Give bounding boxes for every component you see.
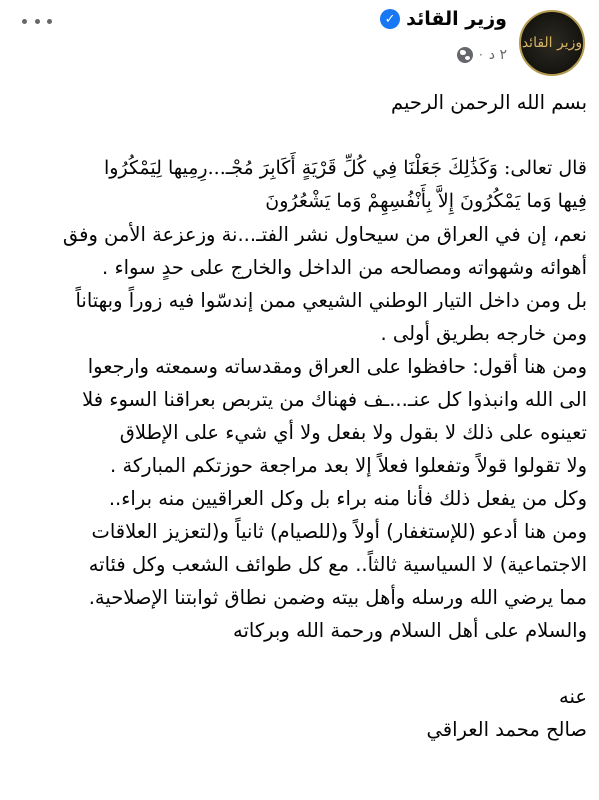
globe-icon [457,47,473,63]
post-line: بسم الله الرحمن الرحيم [391,91,587,114]
post-line: ومن هنا أقول: حافظوا على العراق ومقدساته وسمعته وارجعوا [87,355,587,378]
author-name[interactable]: وزير القائد [406,8,507,30]
post-line: ومن خارجه بطريق أولى . [380,322,587,345]
post-meta [457,47,507,63]
post-line: فِيها وَما يَمْكُرُونَ إِلاَّ بِأَنْفُسِهِمْ وَما يَشْعُرُونَ [265,190,587,212]
avatar-logo: وزير القائد [521,35,583,51]
more-options-icon[interactable] [22,12,52,30]
post-line: مما يرضي الله ورسله وأهل بيته وضمن نطاق ثوابتنا الإصلاحية. [88,586,587,609]
post-line: ومن هنا أدعو (للإستغفار) أولاً و(للصيام) ثانياً و(لتعزيز العلاقات [91,520,587,543]
avatar[interactable] [519,10,585,76]
meta-separator: · [478,48,483,62]
post-line: أهوائه وشهواته ومصالحه من الداخل والخارج على حدٍ سواء . [102,256,587,279]
signature-line: عنه [559,685,587,708]
verified-badge-icon: ✓ [380,9,400,29]
post-line: الاجتماعية) لا السياسية ثالثاً.. مع كل طوائف الشعب وكل فئاته [88,553,587,576]
post-line: ولا تقولوا قولاً وتفعلوا فعلاً إلا بعد مراجعة حوزتكم المباركة . [110,454,587,477]
post-line: تعينوه على ذلك لا بقول ولا بفعل ولا أي شيء على الإطلاق [119,421,587,444]
post-line: قال تعالى: وَكَذَٰلِكَ جَعَلْنَا فِي كُلِّ قَرْيَةٍ أَكَابِرَ مُجْـ...رِمِيها لِيَمْكُرُوا [104,157,587,179]
post-line: نعم، إن في العراق من سيحاول نشر الفتـ...نة وزعزعة الأمن وفق [62,223,587,246]
author-row [380,8,507,30]
signature-name: صالح محمد العراقي [426,718,587,741]
post-line: بل ومن داخل التيار الوطني الشيعي ممن إندسّوا فيه زوراً وبهتاناً [75,289,587,312]
post-body [12,86,587,746]
post-line: وكل من يفعل ذلك فأنا منه براء بل وكل العراقيين منه براء.. [108,487,587,510]
post-line: والسلام على أهل السلام ورحمة الله وبركاته [233,619,587,642]
post-line: الى الله وانبذوا كل عنـ...ـف فهناك من يتربص بعراقنا السوء فلا [82,388,587,411]
post-header [0,0,599,82]
post-timestamp[interactable]: ٢ د [488,47,507,63]
